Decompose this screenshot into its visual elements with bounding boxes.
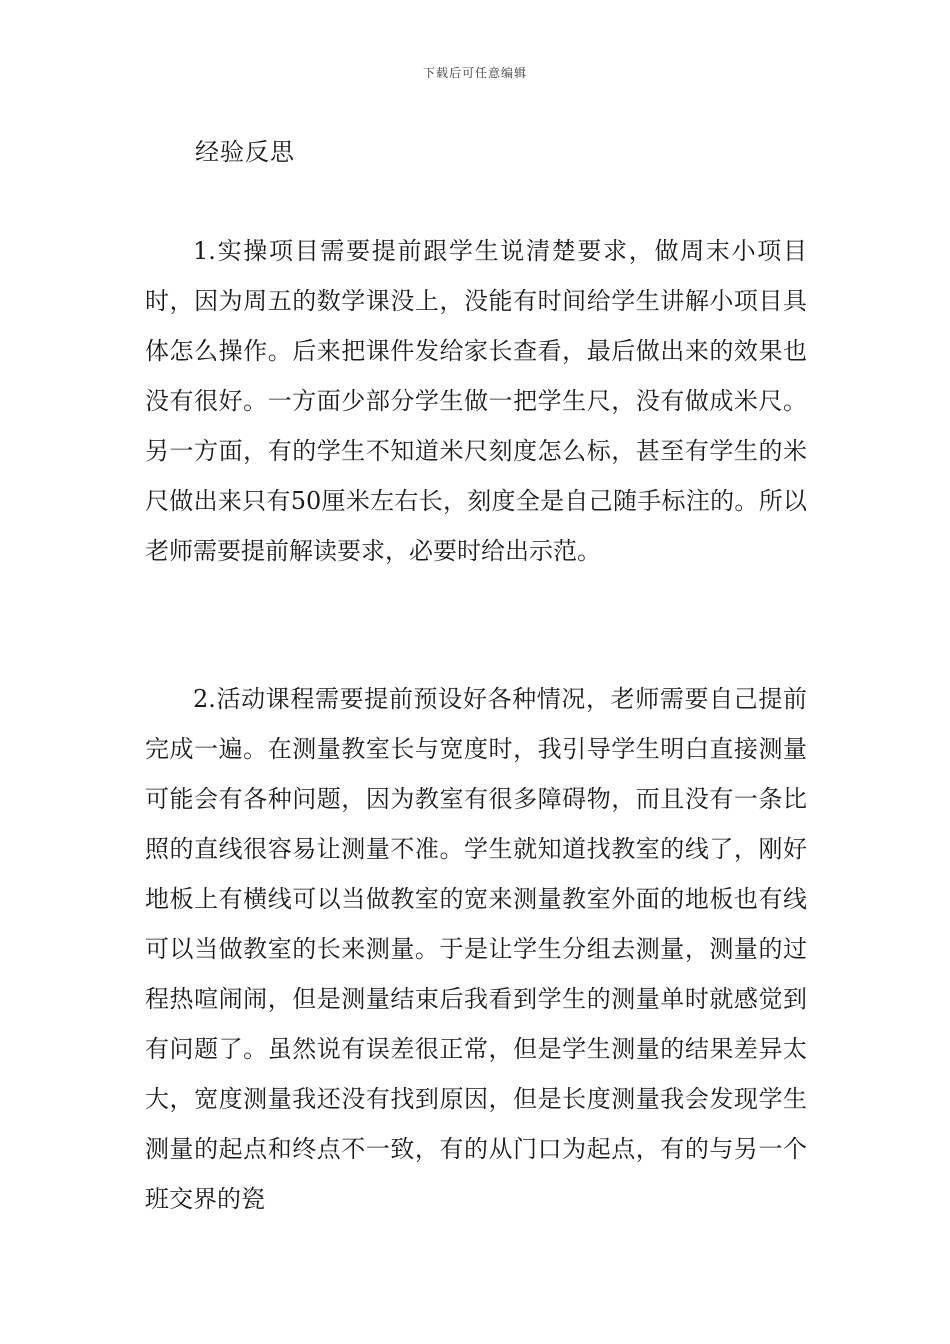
paragraph-1: 1.实操项目需要提前跟学生说清楚要求，做周末小项目时，因为周五的数学课没上，没能有时间给学生讲解小项目具体怎么操作。后来把课件发给家长查看，最后做出来的效果也没有很好。一方面少部分学生做一把学生尺，没有做成米尺。另一方面，有的学生不知道米尺刻度怎么标，甚至有学生的米尺做出来只有50厘米左右长，刻度全是自己随手标注的。所以老师需要提前解读要求，必要时给出示范。 (145, 237, 807, 565)
section-title: 经验反思 (195, 138, 295, 166)
header-note: 下载后可任意编辑 (422, 66, 527, 80)
paragraph-2: 2.活动课程需要提前预设好各种情况，老师需要自己提前完成一遍。在测量教室长与宽度时，我引导学生明白直接测量可能会有各种问题，因为教室有很多障碍物，而且没有一条比照的直线很容易让测量不准。学生就知道找教室的线了，刚好地板上有横线可以当做教室的宽来测量教室外面的地板也有线可以当做教室的长来测量。于是让学生分组去测量，测量的过程热喧闹闹，但是测量结束后我看到学生的测量单时就感觉到有问题了。虽然说有误差很正常，但是学生测量的结果差异太大，宽度测量我还没有找到原因，但是长度测量我会发现学生测量的起点和终点不一致，有的从门口为起点，有的与另一个班交界的瓷 (145, 685, 807, 1213)
